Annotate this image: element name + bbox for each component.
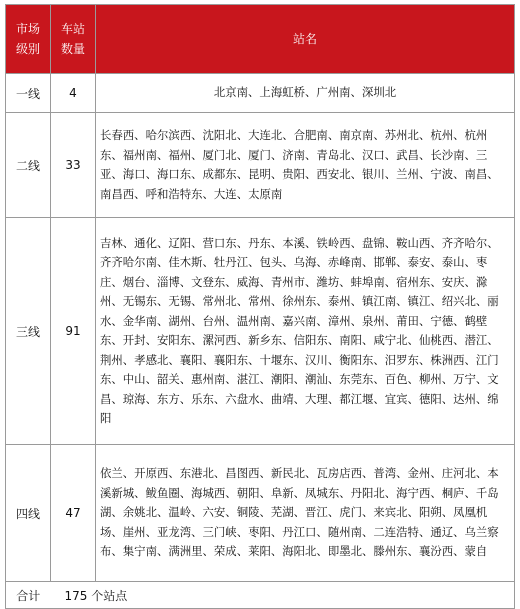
header-stations-text: 站名	[292, 32, 317, 46]
row-count: 4	[51, 74, 96, 113]
row-stations: 依兰、开原西、东港北、昌图西、新民北、瓦房店西、普湾、金州、庄河北、本溪新城、鲅鱼圈、海城西、朝阳、阜新、凤城东、丹阳北、海宁西、桐庐、千岛湖、余姚北、温岭、六安、铜陵、芜湖、晋江、虎门、来宾北、阳朔、凤凰机场、崖州、亚龙湾、三门峡、枣阳、丹江口、随州南、二连浩特、通辽、乌兰察布、集宁南、满洲里、荣成、莱阳、海阳北、即墨北、滕州东、襄汾西、蒙自	[96, 445, 515, 582]
header-count	[51, 5, 96, 74]
header-level-text: 市场 级别	[15, 22, 40, 56]
table-row-tier3	[6, 218, 515, 445]
station-tier-table	[5, 4, 515, 609]
row-count: 47	[51, 445, 96, 582]
row-level: 二线	[6, 113, 51, 218]
row-level: 四线	[6, 445, 51, 582]
table-row-tier1	[6, 74, 515, 113]
header-count-text: 车站 数量	[60, 22, 85, 56]
row-level: 三线	[6, 218, 51, 445]
total-label: 合计	[6, 582, 51, 609]
header-stations	[96, 5, 515, 74]
row-stations: 长春西、哈尔滨西、沈阳北、大连北、合肥南、南京南、苏州北、杭州、杭州东、福州南、福州、厦门北、厦门、济南、青岛北、汉口、武昌、长沙南、三亚、海口、海口东、成都东、昆明、贵阳、西安北、银川、兰州、宁波、南昌、南昌西、呼和浩特东、大连、太原南	[96, 113, 515, 218]
row-count: 33	[51, 113, 96, 218]
row-level: 一线	[6, 74, 51, 113]
row-count: 91	[51, 218, 96, 445]
table-row-total	[6, 582, 515, 609]
row-stations: 吉林、通化、辽阳、营口东、丹东、本溪、铁岭西、盘锦、鞍山西、齐齐哈尔、齐齐哈尔南、佳木斯、牡丹江、包头、乌海、赤峰南、邯郸、泰安、泰山、枣庄、烟台、淄博、文登东、威海、青州市、潍坊、蚌埠南、宿州东、安庆、滁州、无锡东、无锡、常州北、常州、徐州东、泰州、镇江南、镇江、绍兴北、丽水、金华南、湖州、台州、温州南、嘉兴南、漳州、泉州、莆田、宁德、鹤壁东、开封、安阳东、漯河西、新乡东、信阳东、南阳、咸宁北、仙桃西、潜江、荆州、孝感北、襄阳、襄阳东、十堰东、汉川、衡阳东、汨罗东、株洲西、江门东、中山、韶关、惠州南、湛江、潮阳、潮汕、东莞东、百色、柳州、万宁、文昌、琼海、东方、乐东、六盘水、曲靖、大理、都江堰、宜宾、德阳、达州、绵阳	[96, 218, 515, 445]
table-row-tier4	[6, 445, 515, 582]
table-row-tier2	[6, 113, 515, 218]
row-stations: 北京南、上海虹桥、广州南、深圳北	[96, 74, 515, 113]
header-level	[6, 5, 51, 74]
table-header-row	[6, 5, 515, 74]
total-value: 175 个站点	[51, 582, 515, 609]
station-table-frame	[5, 4, 515, 603]
